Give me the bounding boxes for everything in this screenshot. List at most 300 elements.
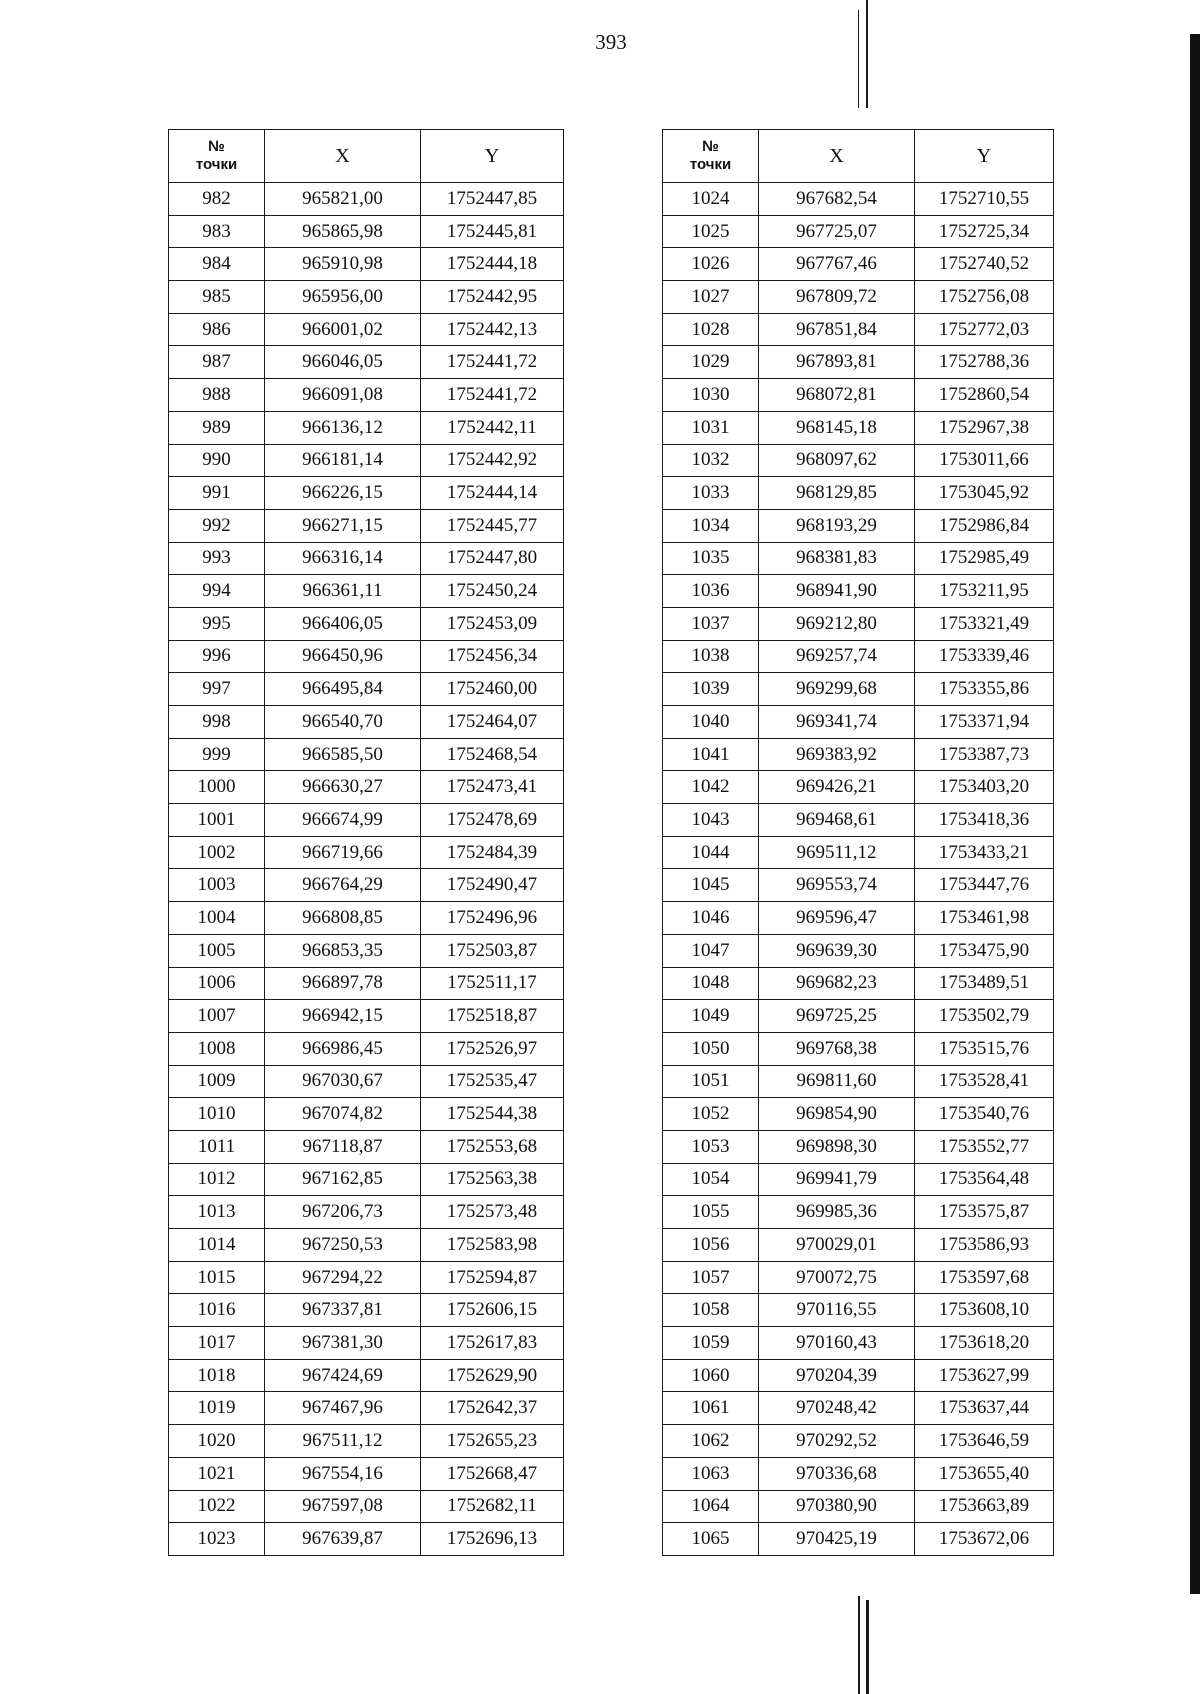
cell-x: 970292,52: [759, 1425, 915, 1458]
cell-x: 970029,01: [759, 1229, 915, 1262]
cell-point-number: 1009: [169, 1065, 265, 1098]
cell-point-number: 1039: [663, 673, 759, 706]
cell-point-number: 1029: [663, 346, 759, 379]
cell-point-number: 1007: [169, 1000, 265, 1033]
cell-point-number: 1056: [663, 1229, 759, 1262]
cell-y: 1753655,40: [915, 1457, 1054, 1490]
table-row: [169, 673, 564, 706]
cell-y: 1752473,41: [421, 771, 564, 804]
table-row: [169, 281, 564, 314]
cell-y: 1752655,23: [421, 1425, 564, 1458]
table-row: [663, 346, 1054, 379]
cell-x: 969257,74: [759, 640, 915, 673]
cell-y: 1753540,76: [915, 1098, 1054, 1131]
cell-point-number: 1004: [169, 902, 265, 935]
table-row: [663, 836, 1054, 869]
cell-x: 966986,45: [265, 1032, 421, 1065]
binding-mark-top: [866, 0, 868, 108]
cell-x: 965910,98: [265, 248, 421, 281]
header-point-number: № точки: [169, 130, 265, 183]
cell-y: 1753355,86: [915, 673, 1054, 706]
header-x: X: [265, 130, 421, 183]
cell-point-number: 1023: [169, 1523, 265, 1556]
cell-y: 1752444,18: [421, 248, 564, 281]
table-row: [663, 1098, 1054, 1131]
cell-x: 968941,90: [759, 575, 915, 608]
table-row: [663, 379, 1054, 412]
cell-point-number: 1045: [663, 869, 759, 902]
table-row: [663, 673, 1054, 706]
cell-y: 1752617,83: [421, 1327, 564, 1360]
table-row: [169, 379, 564, 412]
cell-x: 969898,30: [759, 1130, 915, 1163]
table-row: [169, 477, 564, 510]
cell-y: 1752442,11: [421, 411, 564, 444]
table-row: [169, 346, 564, 379]
cell-x: 967294,22: [265, 1261, 421, 1294]
table-row: [663, 771, 1054, 804]
cell-x: 967467,96: [265, 1392, 421, 1425]
table-row: [663, 1229, 1054, 1262]
cell-point-number: 1027: [663, 281, 759, 314]
table-row: [169, 1359, 564, 1392]
table-row: [169, 215, 564, 248]
table-row: [663, 967, 1054, 1000]
cell-x: 967118,87: [265, 1130, 421, 1163]
cell-point-number: 1017: [169, 1327, 265, 1360]
cell-y: 1752511,17: [421, 967, 564, 1000]
cell-x: 967250,53: [265, 1229, 421, 1262]
cell-x: 967767,46: [759, 248, 915, 281]
table-row: [169, 509, 564, 542]
cell-y: 1752447,85: [421, 183, 564, 216]
table-row: [663, 1425, 1054, 1458]
table-row: [663, 477, 1054, 510]
binding-mark-bottom-right: [866, 1600, 869, 1694]
cell-point-number: 1036: [663, 575, 759, 608]
cell-y: 1752788,36: [915, 346, 1054, 379]
cell-point-number: 1055: [663, 1196, 759, 1229]
table-header-row: [169, 130, 564, 183]
cell-y: 1752563,38: [421, 1163, 564, 1196]
cell-point-number: 1052: [663, 1098, 759, 1131]
cell-x: 967639,87: [265, 1523, 421, 1556]
cell-x: 969468,61: [759, 804, 915, 837]
cell-x: 970248,42: [759, 1392, 915, 1425]
table-row: [169, 607, 564, 640]
cell-point-number: 999: [169, 738, 265, 771]
table-row: [663, 215, 1054, 248]
coordinates-table-left: [168, 129, 564, 1556]
cell-y: 1752526,97: [421, 1032, 564, 1065]
cell-x: 966361,11: [265, 575, 421, 608]
cell-point-number: 983: [169, 215, 265, 248]
cell-y: 1753475,90: [915, 934, 1054, 967]
table-row: [663, 1523, 1054, 1556]
cell-point-number: 1006: [169, 967, 265, 1000]
cell-point-number: 998: [169, 706, 265, 739]
table-row: [169, 411, 564, 444]
cell-x: 967597,08: [265, 1490, 421, 1523]
table-row: [169, 313, 564, 346]
cell-x: 968129,85: [759, 477, 915, 510]
table-header-row: [663, 130, 1054, 183]
cell-point-number: 1065: [663, 1523, 759, 1556]
table-row: [663, 1457, 1054, 1490]
cell-y: 1753502,79: [915, 1000, 1054, 1033]
cell-x: 967162,85: [265, 1163, 421, 1196]
cell-point-number: 1018: [169, 1359, 265, 1392]
page-edge-shadow: [1190, 34, 1200, 1594]
cell-point-number: 1035: [663, 542, 759, 575]
table-row: [169, 1229, 564, 1262]
cell-point-number: 1016: [169, 1294, 265, 1327]
header-point-number: № точки: [663, 130, 759, 183]
cell-point-number: 1050: [663, 1032, 759, 1065]
table-row: [169, 738, 564, 771]
cell-point-number: 1026: [663, 248, 759, 281]
cell-point-number: 1028: [663, 313, 759, 346]
cell-y: 1752642,37: [421, 1392, 564, 1425]
cell-y: 1752772,03: [915, 313, 1054, 346]
cell-point-number: 1054: [663, 1163, 759, 1196]
table-row: [663, 738, 1054, 771]
cell-x: 966271,15: [265, 509, 421, 542]
cell-x: 967424,69: [265, 1359, 421, 1392]
cell-y: 1753672,06: [915, 1523, 1054, 1556]
table-row: [169, 771, 564, 804]
table-row: [169, 804, 564, 837]
cell-point-number: 989: [169, 411, 265, 444]
cell-x: 969985,36: [759, 1196, 915, 1229]
table-row: [663, 869, 1054, 902]
cell-y: 1752606,15: [421, 1294, 564, 1327]
cell-point-number: 1010: [169, 1098, 265, 1131]
cell-x: 969383,92: [759, 738, 915, 771]
cell-x: 969854,90: [759, 1098, 915, 1131]
binding-mark-top-left: [858, 10, 859, 108]
cell-x: 965821,00: [265, 183, 421, 216]
cell-x: 966226,15: [265, 477, 421, 510]
table-row: [663, 1261, 1054, 1294]
cell-y: 1752544,38: [421, 1098, 564, 1131]
cell-y: 1753528,41: [915, 1065, 1054, 1098]
table-row: [663, 542, 1054, 575]
cell-x: 968145,18: [759, 411, 915, 444]
cell-point-number: 1015: [169, 1261, 265, 1294]
cell-y: 1753552,77: [915, 1130, 1054, 1163]
cell-y: 1752756,08: [915, 281, 1054, 314]
cell-y: 1752468,54: [421, 738, 564, 771]
cell-y: 1752442,92: [421, 444, 564, 477]
cell-y: 1753045,92: [915, 477, 1054, 510]
cell-point-number: 1033: [663, 477, 759, 510]
table-row: [169, 1294, 564, 1327]
table-row: [663, 313, 1054, 346]
cell-point-number: 982: [169, 183, 265, 216]
cell-y: 1753586,93: [915, 1229, 1054, 1262]
cell-x: 966406,05: [265, 607, 421, 640]
cell-x: 970204,39: [759, 1359, 915, 1392]
cell-x: 968193,29: [759, 509, 915, 542]
cell-point-number: 1053: [663, 1130, 759, 1163]
table-row: [169, 706, 564, 739]
cell-x: 970160,43: [759, 1327, 915, 1360]
cell-y: 1752967,38: [915, 411, 1054, 444]
table-row: [169, 1261, 564, 1294]
table-row: [663, 1196, 1054, 1229]
cell-point-number: 986: [169, 313, 265, 346]
cell-point-number: 1037: [663, 607, 759, 640]
cell-y: 1752860,54: [915, 379, 1054, 412]
cell-point-number: 1041: [663, 738, 759, 771]
cell-y: 1752447,80: [421, 542, 564, 575]
cell-point-number: 1043: [663, 804, 759, 837]
cell-x: 969639,30: [759, 934, 915, 967]
cell-y: 1752629,90: [421, 1359, 564, 1392]
cell-point-number: 1057: [663, 1261, 759, 1294]
cell-x: 969553,74: [759, 869, 915, 902]
cell-y: 1752503,87: [421, 934, 564, 967]
cell-y: 1752441,72: [421, 379, 564, 412]
cell-x: 969941,79: [759, 1163, 915, 1196]
cell-point-number: 1008: [169, 1032, 265, 1065]
table-row: [663, 640, 1054, 673]
table-row: [663, 1065, 1054, 1098]
table-row: [663, 411, 1054, 444]
table-row: [169, 869, 564, 902]
table-row: [169, 542, 564, 575]
header-x: X: [759, 130, 915, 183]
cell-point-number: 1012: [169, 1163, 265, 1196]
cell-x: 969299,68: [759, 673, 915, 706]
cell-point-number: 1003: [169, 869, 265, 902]
cell-x: 966450,96: [265, 640, 421, 673]
table-row: [663, 1294, 1054, 1327]
cell-y: 1752484,39: [421, 836, 564, 869]
cell-x: 968381,83: [759, 542, 915, 575]
cell-y: 1752594,87: [421, 1261, 564, 1294]
cell-point-number: 1064: [663, 1490, 759, 1523]
table-row: [663, 183, 1054, 216]
table-row: [663, 444, 1054, 477]
table-row: [663, 248, 1054, 281]
cell-x: 967074,82: [265, 1098, 421, 1131]
cell-x: 966181,14: [265, 444, 421, 477]
cell-y: 1752985,49: [915, 542, 1054, 575]
cell-point-number: 996: [169, 640, 265, 673]
cell-x: 966897,78: [265, 967, 421, 1000]
table-row: [663, 509, 1054, 542]
binding-mark-bottom: [858, 1596, 860, 1694]
table-row: [169, 1098, 564, 1131]
table-row: [169, 1163, 564, 1196]
table-row: [169, 444, 564, 477]
cell-point-number: 985: [169, 281, 265, 314]
cell-y: 1752444,14: [421, 477, 564, 510]
cell-x: 966495,84: [265, 673, 421, 706]
cell-y: 1753403,20: [915, 771, 1054, 804]
cell-y: 1752725,34: [915, 215, 1054, 248]
cell-point-number: 1005: [169, 934, 265, 967]
cell-y: 1753418,36: [915, 804, 1054, 837]
cell-x: 970072,75: [759, 1261, 915, 1294]
table-row: [663, 575, 1054, 608]
cell-point-number: 1020: [169, 1425, 265, 1458]
cell-y: 1752710,55: [915, 183, 1054, 216]
table-row: [169, 1425, 564, 1458]
cell-point-number: 993: [169, 542, 265, 575]
cell-x: 968097,62: [759, 444, 915, 477]
cell-point-number: 1001: [169, 804, 265, 837]
cell-y: 1752453,09: [421, 607, 564, 640]
cell-point-number: 1042: [663, 771, 759, 804]
cell-point-number: 995: [169, 607, 265, 640]
cell-point-number: 991: [169, 477, 265, 510]
cell-x: 970380,90: [759, 1490, 915, 1523]
table-row: [169, 640, 564, 673]
cell-x: 968072,81: [759, 379, 915, 412]
cell-point-number: 984: [169, 248, 265, 281]
table-row: [663, 1032, 1054, 1065]
cell-point-number: 992: [169, 509, 265, 542]
table-row: [169, 934, 564, 967]
cell-x: 966674,99: [265, 804, 421, 837]
cell-y: 1752583,98: [421, 1229, 564, 1262]
cell-y: 1752696,13: [421, 1523, 564, 1556]
cell-y: 1753321,49: [915, 607, 1054, 640]
cell-x: 967030,67: [265, 1065, 421, 1098]
table-row: [663, 706, 1054, 739]
cell-point-number: 1002: [169, 836, 265, 869]
cell-y: 1753461,98: [915, 902, 1054, 935]
table-row: [169, 248, 564, 281]
cell-y: 1753618,20: [915, 1327, 1054, 1360]
cell-y: 1753339,46: [915, 640, 1054, 673]
cell-x: 967682,54: [759, 183, 915, 216]
table-row: [169, 1457, 564, 1490]
page-number: 393: [595, 30, 627, 54]
cell-x: 967206,73: [265, 1196, 421, 1229]
cell-point-number: 994: [169, 575, 265, 608]
cell-y: 1753011,66: [915, 444, 1054, 477]
cell-x: 967511,12: [265, 1425, 421, 1458]
table-row: [169, 1523, 564, 1556]
cell-y: 1753646,59: [915, 1425, 1054, 1458]
cell-x: 969426,21: [759, 771, 915, 804]
cell-point-number: 988: [169, 379, 265, 412]
cell-x: 969682,23: [759, 967, 915, 1000]
cell-y: 1753433,21: [915, 836, 1054, 869]
table-row: [663, 1130, 1054, 1163]
cell-point-number: 1046: [663, 902, 759, 935]
cell-point-number: 1063: [663, 1457, 759, 1490]
table-row: [169, 1000, 564, 1033]
cell-y: 1753627,99: [915, 1359, 1054, 1392]
cell-y: 1753211,95: [915, 575, 1054, 608]
table-row: [169, 1392, 564, 1425]
cell-point-number: 1019: [169, 1392, 265, 1425]
cell-x: 969212,80: [759, 607, 915, 640]
cell-x: 969341,74: [759, 706, 915, 739]
cell-point-number: 1021: [169, 1457, 265, 1490]
cell-y: 1752456,34: [421, 640, 564, 673]
cell-x: 967554,16: [265, 1457, 421, 1490]
cell-y: 1752442,95: [421, 281, 564, 314]
table-row: [663, 1359, 1054, 1392]
cell-x: 970425,19: [759, 1523, 915, 1556]
cell-x: 966942,15: [265, 1000, 421, 1033]
cell-x: 966808,85: [265, 902, 421, 935]
cell-y: 1752986,84: [915, 509, 1054, 542]
table-row: [169, 1327, 564, 1360]
cell-x: 966046,05: [265, 346, 421, 379]
cell-y: 1752450,24: [421, 575, 564, 608]
cell-point-number: 1061: [663, 1392, 759, 1425]
cell-y: 1753608,10: [915, 1294, 1054, 1327]
cell-point-number: 1059: [663, 1327, 759, 1360]
header-y: Y: [421, 130, 564, 183]
cell-x: 969811,60: [759, 1065, 915, 1098]
cell-y: 1753447,76: [915, 869, 1054, 902]
cell-point-number: 1040: [663, 706, 759, 739]
table-row: [663, 934, 1054, 967]
cell-x: 966585,50: [265, 738, 421, 771]
cell-y: 1752478,69: [421, 804, 564, 837]
cell-x: 967893,81: [759, 346, 915, 379]
cell-y: 1753564,48: [915, 1163, 1054, 1196]
cell-point-number: 1051: [663, 1065, 759, 1098]
cell-x: 969768,38: [759, 1032, 915, 1065]
cell-x: 967851,84: [759, 313, 915, 346]
table-row: [663, 281, 1054, 314]
cell-point-number: 1038: [663, 640, 759, 673]
cell-x: 966719,66: [265, 836, 421, 869]
cell-y: 1752668,47: [421, 1457, 564, 1490]
table-row: [169, 967, 564, 1000]
cell-x: 966001,02: [265, 313, 421, 346]
cell-x: 969511,12: [759, 836, 915, 869]
cell-point-number: 1000: [169, 771, 265, 804]
cell-point-number: 1047: [663, 934, 759, 967]
cell-point-number: 1060: [663, 1359, 759, 1392]
cell-y: 1752442,13: [421, 313, 564, 346]
cell-point-number: 1024: [663, 183, 759, 216]
cell-y: 1753637,44: [915, 1392, 1054, 1425]
table-row: [663, 607, 1054, 640]
cell-x: 966853,35: [265, 934, 421, 967]
cell-x: 966630,27: [265, 771, 421, 804]
table-row: [663, 804, 1054, 837]
cell-x: 967337,81: [265, 1294, 421, 1327]
header-y: Y: [915, 130, 1054, 183]
table-row: [663, 902, 1054, 935]
table-row: [169, 1130, 564, 1163]
cell-x: 969596,47: [759, 902, 915, 935]
cell-y: 1753663,89: [915, 1490, 1054, 1523]
cell-point-number: 1014: [169, 1229, 265, 1262]
cell-y: 1752496,96: [421, 902, 564, 935]
cell-y: 1752490,47: [421, 869, 564, 902]
cell-x: 965956,00: [265, 281, 421, 314]
cell-y: 1753575,87: [915, 1196, 1054, 1229]
cell-x: 967809,72: [759, 281, 915, 314]
cell-y: 1752573,48: [421, 1196, 564, 1229]
table-row: [169, 575, 564, 608]
cell-y: 1753597,68: [915, 1261, 1054, 1294]
table-row: [169, 902, 564, 935]
cell-point-number: 1034: [663, 509, 759, 542]
